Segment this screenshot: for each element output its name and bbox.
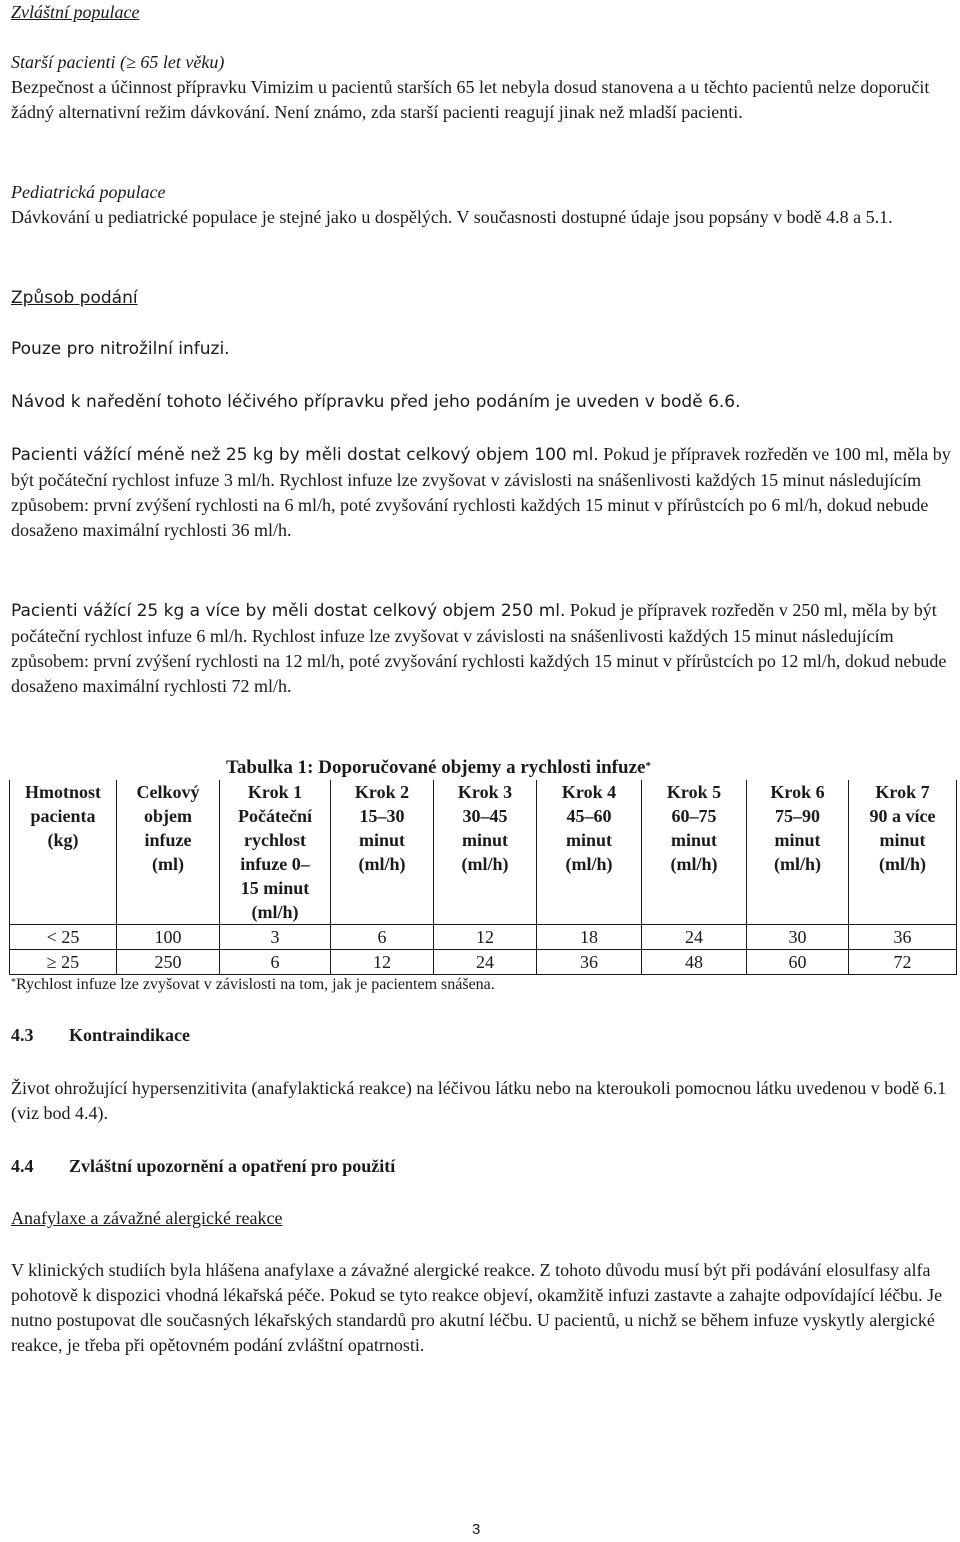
value-cell: 3 [220,925,331,950]
special-populations-heading: Zvláštní populace [11,2,140,22]
intravenous-note: Pouze pro nitrožilní infuzi. [11,339,230,359]
over-25kg-serif: Pokud je přípravek rozředěn v 250 ml, měla by být počáteční rychlost infuze 6 ml/h. Rychlost infuze lze zvyšovat v závislosti na snášenlivosti každých 15 minut následujícím způsobem: první zvýšení rychlosti na 12 ml/h, poté zvyšování rychlosti každých 15 minut v přírůstcích po 12 ml/h, dokud nebude dosaženo maximální rychlosti 72 ml/h. [11,600,947,696]
column-header-line: Krok 3 [457,782,513,802]
column-header-line: (kg) [47,830,79,850]
column-header-line: 45–60 [566,806,612,826]
column-header-line: minut [670,830,717,850]
over-25kg-sans: Pacienti vážící 25 kg a více by měli dostat celkový objem 250 ml. [11,601,566,621]
column-header-line: (ml/h) [461,854,509,874]
column-header-line: minut [565,830,612,850]
column-header-line: (ml/h) [774,854,821,874]
column-header-line: Krok 7 [875,782,930,802]
column-header-line: 15 minut [240,878,310,898]
column-header-line: Celkový [136,782,200,802]
column-header-line: (ml/h) [670,854,718,874]
column-header-line: Krok 4 [561,782,617,802]
section-44-title: Zvláštní upozornění a opatření pro použití [69,1156,396,1176]
column-header-line: (ml/h) [565,854,613,874]
column-header-9 [849,780,957,925]
footnote-mark: * [11,977,16,988]
value-cell: 18 [537,925,642,950]
column-header-line: pacienta [30,806,96,826]
column-header-line: minut [358,830,405,850]
section-44-heading [11,1154,395,1179]
column-header-line: 30–45 [462,806,508,826]
column-header-line: objem [144,806,192,826]
table-title-mark: * [645,760,651,772]
column-header-line: infuze [144,830,192,850]
under-25kg-serif: Pokud je přípravek rozředěn ve 100 ml, měla by být počáteční rychlost infuze 3 ml/h. Rychlost infuze lze zvyšovat v závislosti na snášenlivosti každých 15 minut následujícím způsobem: první zvýšení rychlosti na 6 ml/h, poté zvyšování rychlosti každých 15 minut v přírůstcích po 6 ml/h, dokud nebude dosaženo maximální rychlosti 36 ml/h. [11,444,951,540]
value-cell: 36 [849,925,957,950]
table-title [226,755,651,783]
section-43-text: Život ohrožující hypersenzitivita (anafylaktická reakce) na léčivou látku nebo na kteroukoli pomocnou látku uvedenou v bodě 6.1 (viz bod 4.4). [11,1078,947,1123]
section-44-subheading: Anafylaxe a závažné alergické reakce [11,1208,283,1228]
column-header-7 [642,780,747,925]
value-cell: 100 [117,925,220,950]
column-header-2 [117,780,220,925]
value-cell: 6 [220,950,331,975]
value-cell: 6 [331,925,434,950]
column-header-line: 90 a více [869,806,936,826]
column-header-6 [537,780,642,925]
table-title-text: Tabulka 1: Doporučované objemy a rychlosti infuze [226,757,646,778]
value-cell: 24 [434,950,537,975]
column-header-line: Krok 5 [666,782,722,802]
section-43-number: 4.3 [11,1025,34,1045]
elderly-heading: Starší pacienti (≥ 65 let věku) [11,52,225,72]
weight-cell: < 25 [10,925,117,950]
column-header-line: minut [461,830,508,850]
under-25kg-sans: Pacienti vážící méně než 25 kg by měli dostat celkový objem 100 ml. [11,445,599,465]
under-25kg-paragraph [11,442,951,543]
infusion-table [9,780,957,975]
administration-heading: Způsob podání [11,288,138,308]
value-cell: 30 [747,925,849,950]
pediatric-heading: Pediatrická populace [11,182,166,202]
section-43-title: Kontraindikace [69,1025,191,1045]
weight-cell: ≥ 25 [10,950,117,975]
table-row [10,925,957,950]
elderly-text: Bezpečnost a účinnost přípravku Vimizim u pacientů starších 65 let nebyla dosud stanovena a u těchto pacientů nelze doporučit žádný alternativní režim dávkování. Není známo, zda starší pacienti reagují jinak než mladší pacienti. [11,77,930,122]
column-header-line: Krok 2 [354,782,410,802]
pediatric-text: Dávkování u pediatrické populace je stejné jako u dospělých. V současnosti dostupné údaje jsou popsány v bodě 4.8 a 5.1. [11,207,893,227]
section-43-heading [11,1023,190,1048]
footnote-text: Rychlost infuze lze zvyšovat v závislosti na tom, jak je pacientem snášena. [16,976,495,993]
column-header-line: minut [774,830,821,850]
column-header-line: rychlost [244,830,306,850]
column-header-line: (ml/h) [358,854,406,874]
column-header-line: Hmotnost [25,782,101,802]
value-cell: 250 [117,950,220,975]
column-header-8 [747,780,849,925]
page-number: 3 [472,1521,481,1538]
column-header-line: 75–90 [775,806,820,826]
value-cell: 24 [642,925,747,950]
value-cell: 36 [537,950,642,975]
value-cell: 12 [434,925,537,950]
value-cell: 12 [331,950,434,975]
table-row [10,950,957,975]
column-header-line: infuze 0– [240,854,310,874]
column-header-line: 15–30 [359,806,405,826]
column-header-4 [331,780,434,925]
column-header-line: Počáteční [238,806,312,826]
value-cell: 60 [747,950,849,975]
column-header-line: (ml) [152,854,184,874]
over-25kg-paragraph [11,598,951,699]
table-header-row [10,780,957,925]
table-footnote [11,972,495,999]
column-header-5 [434,780,537,925]
column-header-line: minut [879,830,926,850]
column-header-1 [10,780,117,925]
column-header-line: (ml/h) [879,854,926,874]
value-cell: 48 [642,950,747,975]
section-44-number: 4.4 [11,1156,34,1176]
column-header-line: (ml/h) [251,902,299,922]
section-44-text: V klinických studiích byla hlášena anafylaxe a závažné alergické reakce. Z tohoto důvodu musí být při podávání elosulfasy alfa pohotově k dispozici vhodná lékařská péče. Pokud se tyto reakce objeví, okamžitě infuzi zastavte a zahajte odpovídající léčbu. Je nutno postupovat dle současných lékařských standardů pro akutní léčbu. U pacientů, u nichž se během infuze vyskytly alergické reakce, je třeba při opětovném podání zvláštní opatrnosti. [11,1260,943,1355]
column-header-3 [220,780,331,925]
column-header-line: Krok 6 [770,782,825,802]
column-header-line: Krok 1 [247,782,303,802]
column-header-line: 60–75 [671,806,717,826]
value-cell: 72 [849,950,957,975]
dilution-note: Návod k naředění tohoto léčivého přípravku před jeho podáním je uveden v bodě 6.6. [11,392,741,412]
